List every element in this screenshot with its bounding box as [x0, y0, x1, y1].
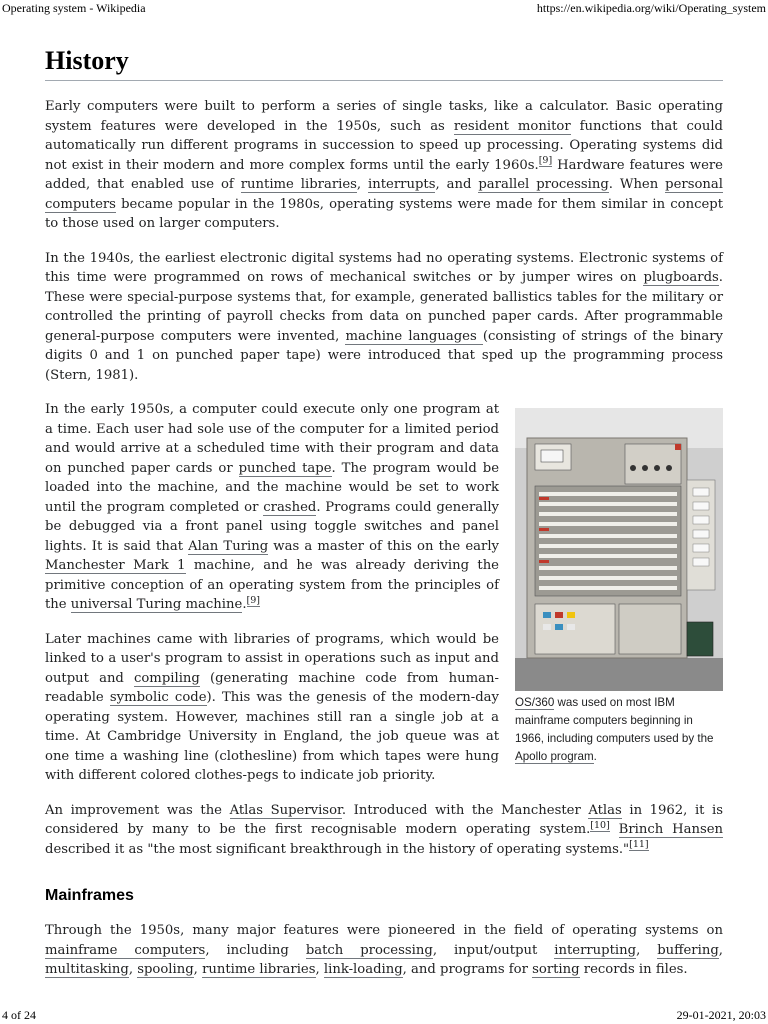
text: was a master of this on the early: [268, 538, 499, 554]
paragraph-5: [45, 801, 723, 860]
text: , input/output: [432, 942, 555, 958]
text: Through the 1950s, many major features were pioneered in the field of operating systems on: [45, 923, 723, 938]
print-datetime: 29-01-2021, 20:03: [676, 1008, 766, 1022]
link-runtime-libraries-2[interactable]: runtime libraries: [202, 962, 316, 977]
link-parallel-processing[interactable]: parallel processing: [478, 177, 609, 192]
text: ,: [718, 942, 723, 958]
text: (consisting of strings of the binary digits 0 and 1 on punched paper tape) were introduced that sped up the programming process (Stern, 1981).: [45, 328, 724, 383]
link-resident-monitor[interactable]: resident monitor: [453, 118, 571, 134]
link-atlas-supervisor[interactable]: Atlas Supervisor: [229, 802, 342, 818]
text: ,: [636, 942, 658, 958]
text: , and: [435, 177, 479, 192]
text: functions that could automatically run different programs in succession to speed up processing. Operating systems did not exist in their modern and more complex forms until the early 1960s.: [45, 118, 723, 173]
citation-11[interactable]: [11]: [629, 839, 649, 851]
text: .: [242, 597, 247, 612]
link-multitasking[interactable]: multitasking: [45, 962, 129, 977]
citation-9[interactable]: [9]: [538, 155, 553, 167]
article-content: [45, 44, 723, 995]
link-compiling[interactable]: compiling: [133, 670, 200, 686]
text: , including: [205, 942, 306, 958]
link-spooling[interactable]: spooling: [137, 962, 194, 977]
text: (generating machine code from human-readable: [45, 670, 499, 705]
figure-os360: [515, 408, 723, 766]
link-universal-turing-machine[interactable]: universal Turing machine: [70, 597, 243, 612]
text: ,: [356, 177, 369, 192]
link-symbolic-code[interactable]: symbolic code: [109, 690, 207, 705]
caption-link-apollo-program[interactable]: Apollo program: [515, 750, 594, 763]
link-runtime-libraries[interactable]: runtime libraries: [240, 177, 357, 192]
caption-link-os360[interactable]: OS/360: [515, 696, 555, 709]
link-manchester-mark-1[interactable]: Manchester Mark 1: [45, 558, 186, 573]
text: Early computers were built to perform a series of single tasks, like a calculator. Basic operating system features were developed in the 1950s, such as: [45, 99, 723, 134]
text: In the 1940s, the earliest electronic digital systems had no operating systems. Electronic systems of this time were programmed on rows of mechanical switches or by jumper wires on: [45, 250, 723, 285]
text: . When: [608, 177, 666, 192]
text: . Programs could generally be debugged via a front panel using toggle switches and panel lights. It is said that: [45, 499, 499, 554]
page-number: 4 of 24: [2, 1008, 36, 1022]
text: became popular in the 1980s, operating systems were made for them similar in concept to those used on larger computers.: [45, 196, 723, 231]
print-header-title: Operating system - Wikipedia: [2, 1, 146, 15]
link-batch-processing[interactable]: batch processing: [305, 942, 433, 958]
text: ,: [128, 962, 138, 977]
section-heading-history: History: [45, 44, 723, 81]
text: An improvement was the: [45, 802, 230, 818]
text: [610, 822, 619, 837]
section-heading-mainframes: Mainframes: [45, 887, 134, 904]
text: ,: [193, 962, 203, 977]
link-plugboards[interactable]: plugboards: [643, 270, 719, 285]
link-personal-computers[interactable]: personal computers: [45, 177, 724, 212]
citation-10[interactable]: [10]: [590, 819, 610, 831]
ibm-mainframe-photo[interactable]: [515, 408, 723, 691]
print-footer: [0, 1008, 768, 1023]
text: In the early 1950s, a computer could execute only one program at a time. Each user had sole use of the computer for a limited period and would arrive at a scheduled time with their program and data on punched paper cards or: [45, 402, 499, 476]
text: Hardware features were added, that enabled use of: [45, 157, 723, 192]
text: , and programs for: [402, 962, 533, 977]
text: records in files.: [579, 962, 688, 977]
citation-9[interactable]: [9]: [246, 594, 260, 606]
figure-caption: [515, 694, 723, 766]
text: machine, and he was already deriving the primitive conception of an operating system from the principles of the: [45, 558, 499, 612]
link-link-loading[interactable]: link-loading: [323, 962, 403, 977]
print-header: [0, 1, 768, 16]
paragraph-2: [45, 249, 723, 386]
link-brinch-hansen[interactable]: Brinch Hansen: [618, 822, 724, 837]
text: in 1962, it is considered by many to be the first recognisable modern operating system.: [45, 802, 724, 837]
link-interrupts[interactable]: interrupts: [368, 177, 436, 192]
print-header-url: https://en.wikipedia.org/wiki/Operating_system: [536, 1, 766, 15]
text: ). This was the genesis of the modern-day operating system. However, machines still ran a single job at a time. At Cambridge University in England, the job queue was at one time a washing line (clothesline) from which tapes were hung with different colored clothes-pegs to indicate job priority.: [45, 690, 499, 783]
link-sorting[interactable]: sorting: [532, 962, 580, 977]
text: described it as "the most significant breakthrough in the history of operating systems.": [45, 841, 630, 857]
paragraph-1: [45, 97, 723, 234]
link-atlas[interactable]: Atlas: [588, 802, 622, 818]
link-punched-tape[interactable]: punched tape: [238, 460, 332, 476]
link-alan-turing[interactable]: Alan Turing: [188, 538, 269, 554]
text: Later machines came with libraries of programs, which would be linked to a user's program to assist in operations such as input and output and: [45, 631, 499, 686]
text: . The program would be loaded into the machine, and the machine would be set to work until the program completed or: [45, 460, 500, 515]
link-interrupting[interactable]: interrupting: [554, 942, 637, 958]
link-crashed[interactable]: crashed: [263, 499, 317, 515]
paragraph-6: [45, 921, 723, 980]
text: .: [593, 750, 597, 763]
link-mainframe-computers[interactable]: mainframe computers: [45, 942, 206, 958]
link-machine-languages[interactable]: machine languages: [345, 328, 483, 344]
text: . Introduced with the Manchester: [341, 802, 589, 818]
text: . These were special-purpose systems that, for example, generated ballistics tables for the military or controlled the printing of payroll checks from data on punched paper cards. After programmable general-purpose computers were invented,: [45, 270, 723, 344]
link-buffering[interactable]: buffering: [657, 942, 719, 958]
text: ,: [315, 962, 324, 977]
text: was used on most IBM mainframe computers beginning in 1966, including computers used by the: [515, 696, 714, 745]
